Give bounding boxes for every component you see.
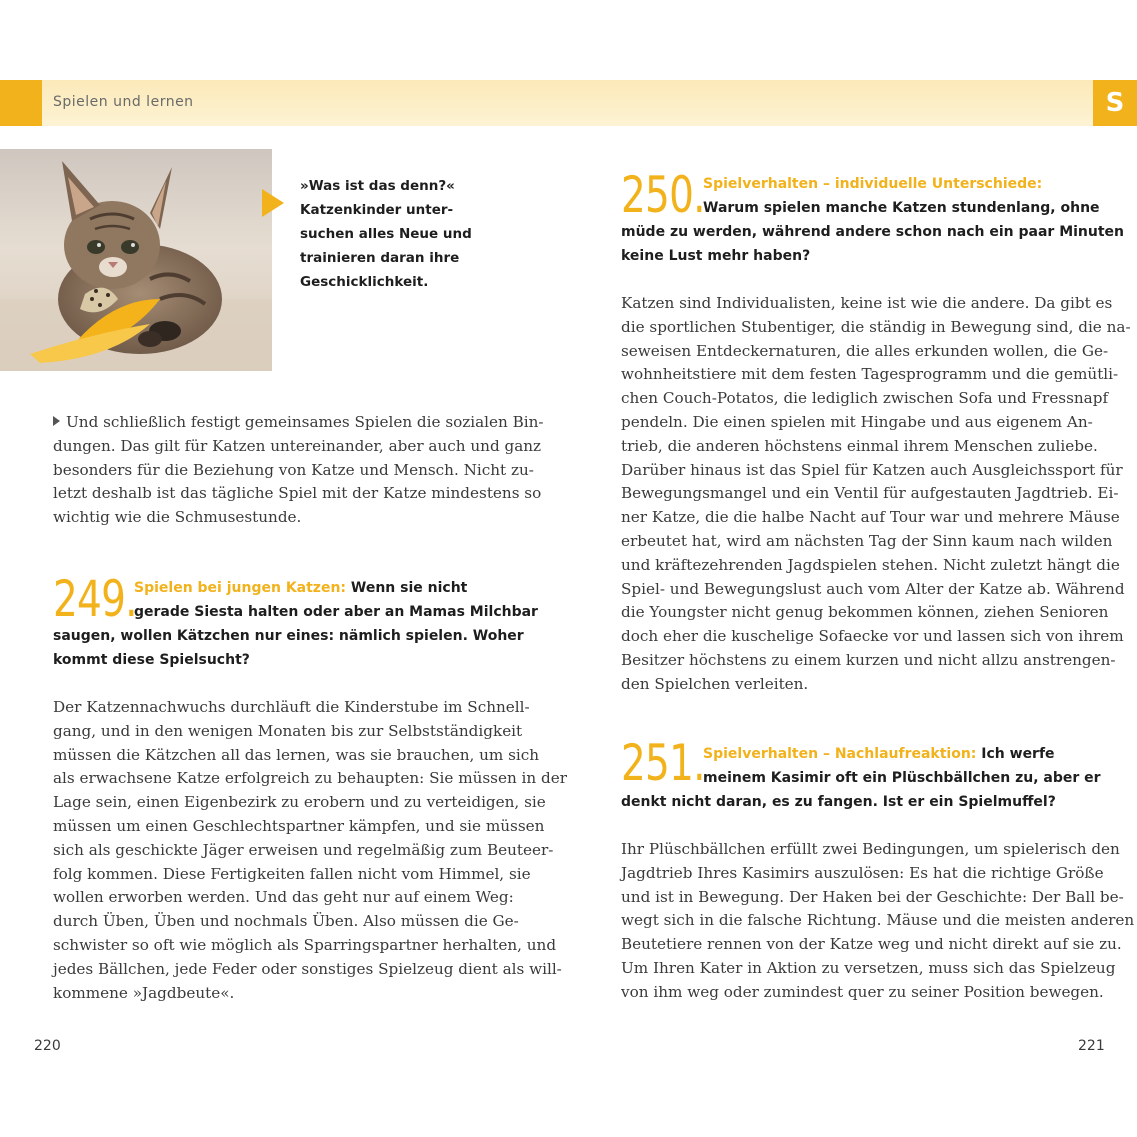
paragraph-line: sich als geschickte Jäger erweisen und regelmäßig zum Beuteer- [53,840,554,859]
answer-250 [621,292,1131,697]
bullet-triangle-icon [53,416,60,426]
paragraph-line: besonders für die Beziehung von Katze und Mensch. Nicht zu- [53,460,534,479]
caption-line: trainieren daran ihre [300,250,460,266]
question-251-text-cont: denkt nicht daran, es zu fangen. Ist er ein Spielmuffel? [621,794,1056,810]
paragraph-line: Lage sein, einen Eigenbezirk zu erobern und zu verteidigen, sie [53,793,546,812]
question-251-topic: Spielverhalten – Nachlaufreaktion: [703,746,977,762]
question-number-249: 249. [53,570,137,628]
paragraph-line: Beutetiere rennen von der Katze weg und nicht direkt auf sie zu. [621,935,1122,954]
paragraph-line: dungen. Das gilt für Katzen untereinander, aber auch und ganz [53,436,542,455]
paragraph-line: und ist in Bewegung. Der Haken bei der Geschichte: Der Ball be- [621,887,1124,906]
question-249-text: gerade Siesta halten oder aber an Mamas Milchbar [134,604,538,620]
caption-line: Katzenkinder unter- [300,202,454,218]
photo-caption [300,174,480,294]
header-tab-marker-left [0,80,42,126]
paragraph-line: müssen um einen Geschlechtspartner kämpfen, und sie müssen [53,816,545,835]
paragraph-line: trieb, die anderen höchstens einmal ihrem Menschen zuliebe. [621,436,1098,455]
question-250-topic-line: Spielverhalten – individuelle Unterschiede: Warum spielen manche Katzen stundenlang, ohne [703,176,1100,216]
caption-pointer-icon [262,189,284,217]
paragraph-line: letzt deshalb ist das tägliche Spiel mit der Katze mindestens so [53,484,542,503]
paragraph-line: die Youngster nicht genug bekommen können, ziehen Senioren [621,603,1109,622]
question-249-line1: Spielen bei jungen Katzen: Wenn sie nicht [134,580,468,596]
paragraph-line: pendeln. Die einen spielen mit Hingabe und aus eigenem An- [621,412,1093,431]
paragraph-line: Ihr Plüschbällchen erfüllt zwei Bedingungen, um spielerisch den [621,840,1120,858]
caption-line: suchen alles Neue und [300,226,472,242]
question-250-text-cont: müde zu werden, während andere schon nach ein paar Minuten keine Lust mehr haben? [621,224,1125,264]
paragraph-line: Jagdtrieb Ihres Kasimirs auszulösen: Es hat die richtige Größe [621,863,1104,882]
question-number-250: 250. [621,166,705,224]
paragraph-line: Katzen sind Individualisten, keine ist wie die andere. Da gibt es [621,294,1113,312]
question-250-topic: Spielverhalten – individuelle Unterschiede: [703,176,1043,192]
caption-line: »Was ist das denn?« [300,178,455,194]
paragraph-line: Um Ihren Kater in Aktion zu versetzen, muss sich das Spielzeug [621,958,1116,977]
paragraph-line: ner Katze, die die halbe Nacht auf Tour war und mehrere Mäuse [621,508,1120,527]
paragraph-line: schwister so oft wie möglich als Sparringspartner herhalten, und [53,935,557,954]
intro-paragraph [53,411,544,530]
paragraph-line: als erwachsene Katze erfolgreich zu behaupten: Sie müssen in der [53,769,567,788]
paragraph-line: doch eher die kuschelige Sofaecke vor und lassen sich von ihrem [621,627,1124,646]
paragraph-line: gang, und in den wenigen Monaten bis zur Selbstständigkeit [53,721,523,740]
paragraph-line: von ihm weg oder zumindest quer zu seiner Position bewegen. [621,982,1104,1001]
paragraph-line: jedes Bällchen, jede Feder oder sonstiges Spielzeug dient als will- [53,959,562,978]
paragraph-line: seweisen Entdeckernaturen, die alles erkunden wollen, die Ge- [621,341,1109,360]
question-251-text: meinem Kasimir oft ein Plüschbällchen zu, aber er [703,770,1101,786]
paragraph-line: chen Couch-Potatos, die lediglich zwischen Sofa und Fressnapf [621,389,1109,408]
page-number-right: 221 [1078,1038,1105,1054]
answer-251 [621,838,1134,1005]
paragraph-line: folg kommen. Diese Fertigkeiten fallen nicht vom Himmel, sie [53,864,531,883]
section-letter-tab: S [1093,80,1137,126]
paragraph-line: Bewegungsmangel und ein Ventil für aufgestauten Jagdtrieb. Ei- [621,484,1119,503]
question-number-251: 251. [621,734,705,792]
paragraph-line: wohnheitstiere mit dem festen Tagesprogramm und die gemütli- [621,365,1119,384]
paragraph-line: Besitzer höchstens zu einem kurzen und nicht allzu anstrengen- [621,650,1116,669]
paragraph-line: wegt sich in die falsche Richtung. Mäuse und die meisten anderen [621,911,1135,930]
paragraph-line: Der Katzennachwuchs durchläuft die Kinderstube im Schnell- [53,698,530,716]
paragraph-line: wichtig wie die Schmusestunde. [53,508,302,527]
caption-line: Geschicklichkeit. [300,274,429,290]
question-249-topic: Spielen bei jungen Katzen: [134,580,347,596]
paragraph-line: Und schließlich festigt gemeinsames Spielen die sozialen Bin- [53,411,544,435]
question-251-line1: Spielverhalten – Nachlaufreaktion: Ich werfe [703,746,1055,762]
running-header-title: Spielen und lernen [53,94,194,110]
paragraph-line: kommene »Jagdbeute«. [53,983,235,1002]
kitten-photo [0,149,272,371]
paragraph-line: Spiel- und Bewegungslust auch vom Alter der Katze ab. Während [621,579,1125,598]
paragraph-line: die sportlichen Stubentiger, die ständig in Bewegung sind, die na- [621,317,1131,336]
paragraph-line: und kräftezehrenden Jagdspielen stehen. Nicht zuletzt hängt die [621,555,1120,574]
paragraph-line: müssen die Kätzchen all das lernen, was sie brauchen, um sich [53,745,540,764]
question-249-text-cont: saugen, wollen Kätzchen nur eines: nämlich spielen. Woher kommt diese Spielsucht? [53,628,524,668]
paragraph-line: durch Üben, Üben und nochmals Üben. Also müssen die Ge- [53,912,519,931]
paragraph-line: wollen erworben werden. Und das geht nur auf einem Weg: [53,888,514,907]
paragraph-line: den Spielchen verleiten. [621,674,809,693]
page-number-left: 220 [34,1038,61,1054]
paragraph-line: Darüber hinaus ist das Spiel für Katzen auch Ausgleichssport für [621,460,1123,479]
paragraph-line: erbeutet hat, wird am nächsten Tag der Sinn kaum nach wilden [621,531,1113,550]
answer-249 [53,696,567,1005]
